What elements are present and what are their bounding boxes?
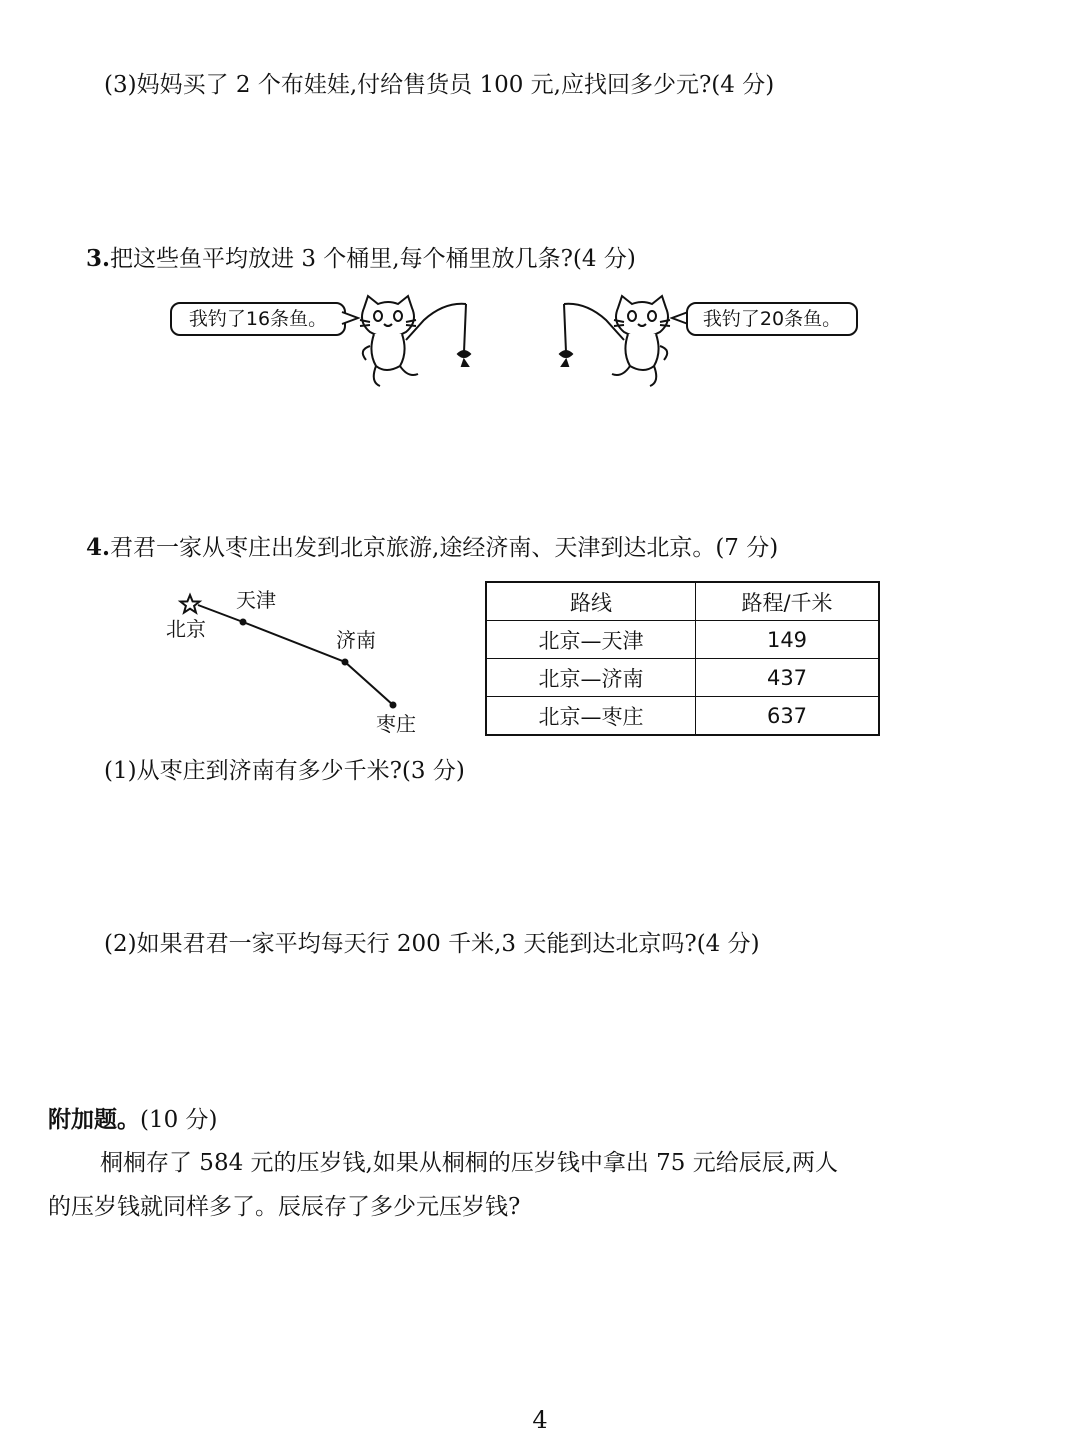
table-cell-route: 北京—济南 <box>486 659 696 697</box>
question-3-text: 把这些鱼平均放进 3 个桶里,每个桶里放几条?(4 分) <box>110 246 636 272</box>
bonus-line-2: 的压岁钱就同样多了。辰辰存了多少元压岁钱? <box>48 1194 521 1220</box>
question-3-number: 3. <box>86 245 111 272</box>
bonus-heading <box>48 1105 218 1135</box>
question-2-3: (3)妈妈买了 2 个布娃娃,付给售货员 100 元,应找回多少元?(4 分) <box>104 72 775 98</box>
table-row <box>486 697 879 736</box>
question-4-text: 君君一家从枣庄出发到北京旅游,途经济南、天津到达北京。(7 分) <box>110 535 779 561</box>
table-header-route: 路线 <box>486 582 696 621</box>
beijing-star-icon <box>181 595 200 613</box>
tianjin-dot <box>240 619 247 626</box>
table-cell-distance: 149 <box>696 621 880 659</box>
question-4 <box>86 533 778 563</box>
map-label-zaozhuang: 枣庄 <box>376 712 416 736</box>
table-header-distance: 路程/千米 <box>696 582 880 621</box>
speech-bubble-right: 我钓了20条鱼。 <box>686 302 858 336</box>
fishing-cat-right-illustration <box>540 290 690 400</box>
bonus-title: 附加题。 <box>48 1106 140 1133</box>
table-cell-distance: 437 <box>696 659 880 697</box>
distance-table <box>485 581 880 736</box>
speech-bubble-left: 我钓了16条鱼。 <box>170 302 346 336</box>
table-cell-distance: 637 <box>696 697 880 736</box>
page-number: 4 <box>532 1406 548 1434</box>
route-map <box>170 590 420 730</box>
question-3 <box>86 244 636 274</box>
table-row <box>486 621 879 659</box>
map-label-tianjin: 天津 <box>236 588 276 612</box>
question-4-1: (1)从枣庄到济南有多少千米?(3 分) <box>104 758 465 784</box>
question-4-2: (2)如果君君一家平均每天行 200 千米,3 天能到达北京吗?(4 分) <box>104 931 760 957</box>
bonus-line-1: 桐桐存了 584 元的压岁钱,如果从桐桐的压岁钱中拿出 75 元给辰辰,两人 <box>100 1150 839 1176</box>
map-label-beijing: 北京 <box>166 617 206 641</box>
bonus-score: (10 分) <box>140 1107 218 1133</box>
jinan-dot <box>342 659 349 666</box>
question-4-number: 4. <box>86 534 111 561</box>
zaozhuang-dot <box>390 702 397 709</box>
table-cell-route: 北京—枣庄 <box>486 697 696 736</box>
table-header-row <box>486 582 879 621</box>
table-row <box>486 659 879 697</box>
map-label-jinan: 济南 <box>336 628 376 652</box>
route-line <box>198 605 393 705</box>
table-cell-route: 北京—天津 <box>486 621 696 659</box>
fishing-cat-left-illustration <box>340 290 490 400</box>
